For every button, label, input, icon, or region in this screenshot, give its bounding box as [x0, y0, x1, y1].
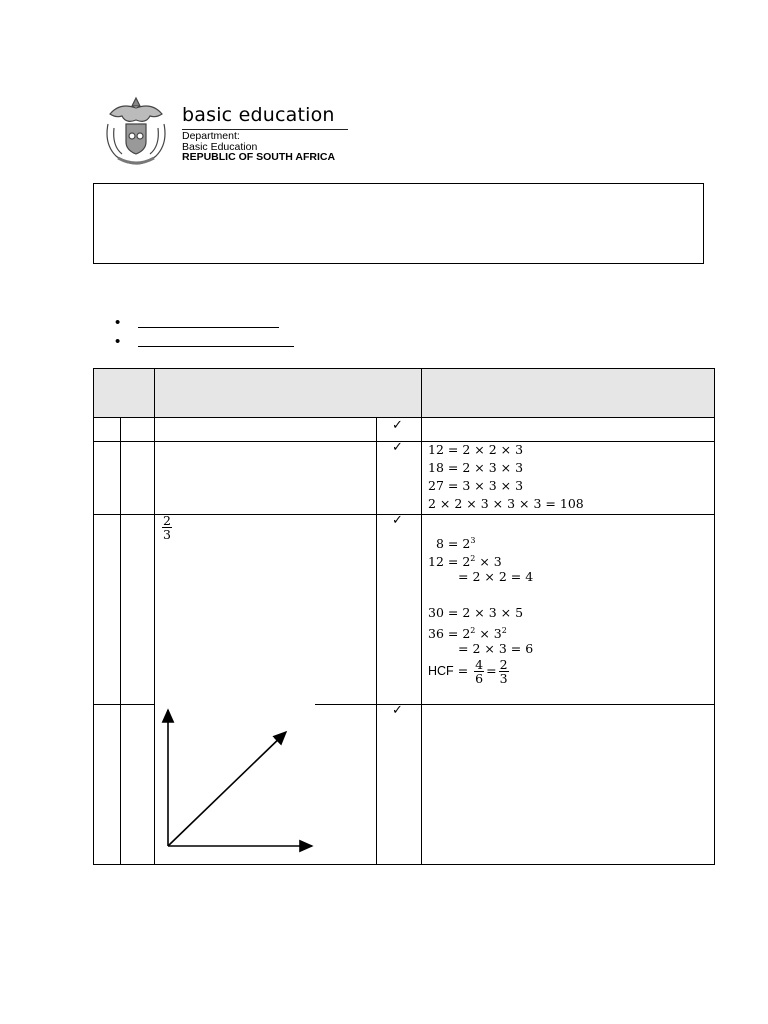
check-mark-icon: ✓: [392, 703, 403, 718]
lcm-result-line: 2 × 2 × 3 × 3 × 3 = 108: [428, 496, 584, 511]
table-rule: [421, 368, 422, 865]
title-box: [93, 183, 704, 264]
table-rule: [714, 368, 715, 865]
table-rule: [93, 368, 94, 865]
factor-line: $12 = 2^2 \times 3$: [428, 554, 502, 569]
table-rule: [154, 368, 155, 865]
table-rule: [376, 417, 377, 865]
fraction-denominator: 3: [163, 527, 171, 542]
hcf-step-line: = 2 × 2 = 4: [458, 569, 534, 584]
blank-line: [138, 327, 279, 328]
table-rule: [93, 441, 715, 442]
brand-title: basic education: [182, 104, 335, 126]
table-header: [94, 369, 714, 418]
vector-diagram: [158, 704, 318, 854]
department-name: Basic Education: [182, 141, 258, 153]
prime-factor-line: 18 = 2 × 3 × 3: [428, 460, 524, 475]
check-mark-icon: ✓: [392, 440, 403, 455]
bullet-icon: •: [115, 333, 121, 350]
department-label: Department:: [182, 130, 240, 142]
check-mark-icon: ✓: [392, 513, 403, 528]
diagonal-arrow: [168, 732, 286, 846]
factor-line: $36 = 2^2 \times 3^2$: [428, 626, 507, 641]
blank-line: [138, 346, 294, 347]
coat-of-arms-logo: [100, 94, 172, 168]
table-rule: [93, 368, 715, 369]
prime-factor-line: 27 = 3 × 3 × 3: [428, 478, 524, 493]
prime-factor-line: 12 = 2 × 2 × 3: [428, 442, 524, 457]
factor-line: 30 = 2 × 3 × 5: [428, 605, 524, 620]
table-rule: [120, 417, 121, 865]
factor-line: $8 = 2^3$: [436, 536, 476, 551]
table-rule: [315, 704, 715, 705]
table-rule: [93, 514, 715, 515]
country-name: REPUBLIC OF SOUTH AFRICA: [182, 151, 336, 163]
question-fraction: [160, 514, 174, 541]
bullet-icon: •: [115, 314, 121, 331]
check-mark-icon: ✓: [392, 418, 403, 433]
table-rule: [93, 704, 155, 705]
fraction-numerator: 2: [163, 513, 171, 528]
hcf-step-line: = 2 × 3 = 6: [458, 641, 534, 656]
table-rule: [93, 417, 715, 418]
hcf-result-line: HCF = $\frac{4}{6}$ = $\frac{2}{3}$: [428, 657, 508, 686]
table-rule: [93, 864, 715, 865]
